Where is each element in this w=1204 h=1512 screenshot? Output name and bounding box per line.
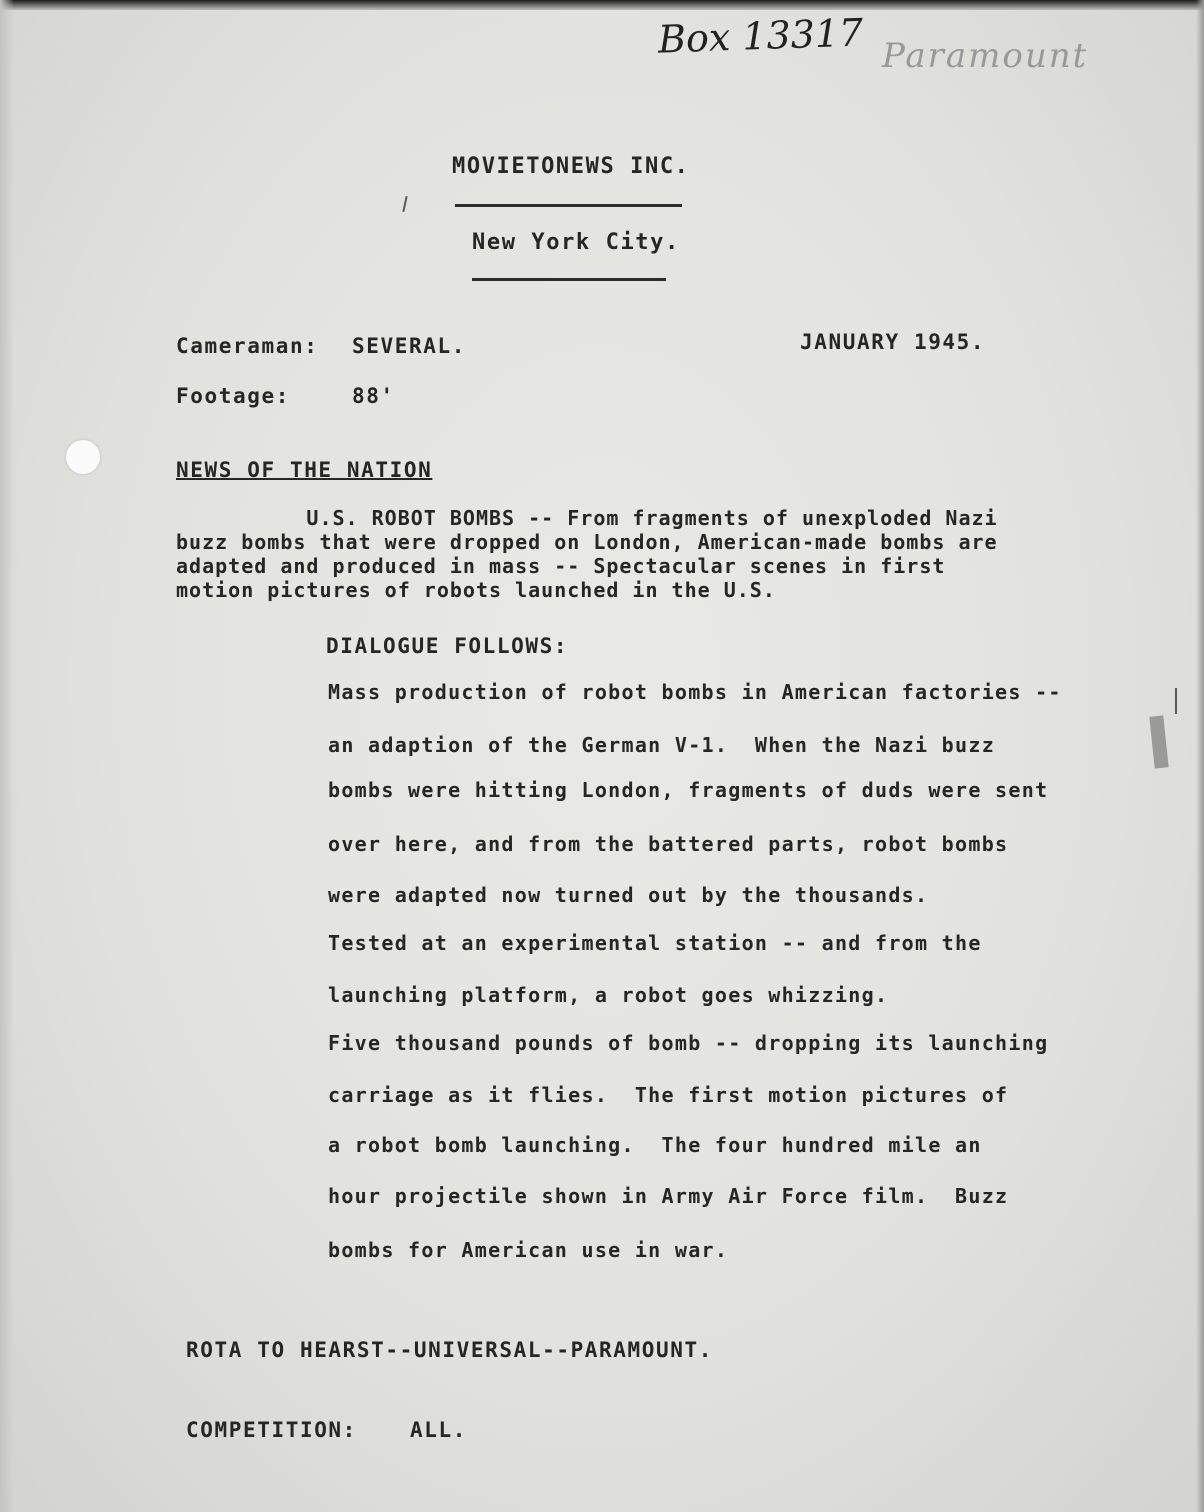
punch-hole	[66, 440, 100, 474]
title-rule	[455, 204, 682, 207]
dialogue-line: hour projectile shown in Army Air Force film. Buzz	[328, 1184, 1009, 1208]
release-date: JANUARY 1945.	[800, 330, 986, 354]
city-rule	[472, 278, 666, 281]
dialogue-line: over here, and from the battered parts, robot bombs	[328, 832, 1009, 856]
dialogue-line: Tested at an experimental station -- and from the	[328, 931, 982, 955]
dialogue-line: a robot bomb launching. The four hundred mile an	[328, 1133, 982, 1157]
city-line: New York City.	[472, 230, 680, 255]
margin-mark	[1175, 688, 1177, 714]
summary-line: buzz bombs that were dropped on London, American-made bombs are	[176, 530, 998, 554]
dialogue-line: launching platform, a robot goes whizzing.	[328, 983, 889, 1007]
cameraman-label: Cameraman:	[176, 334, 319, 358]
dialogue-line: an adaption of the German V-1. When the Nazi buzz	[328, 733, 996, 757]
pencil-tick	[402, 196, 407, 212]
summary-line: motion pictures of robots launched in the U.S.	[176, 578, 776, 602]
dialogue-line: carriage as it flies. The first motion pictures of	[328, 1083, 1009, 1107]
dialogue-line: bombs for American use in war.	[328, 1238, 729, 1262]
handwritten-box-number: Box 13317	[657, 10, 864, 62]
dialogue-line: Mass production of robot bombs in American factories --	[328, 680, 1062, 704]
rota-line: ROTA TO HEARST--UNIVERSAL--PARAMOUNT.	[186, 1338, 713, 1362]
margin-smudge	[1149, 715, 1168, 768]
dialogue-line: bombs were hitting London, fragments of duds were sent	[328, 778, 1049, 802]
competition-value: ALL.	[410, 1418, 467, 1442]
scan-left-edge	[0, 0, 14, 1512]
company-title: MOVIETONEWS INC.	[452, 154, 690, 179]
scan-right-edge	[1196, 0, 1204, 1512]
competition-label: COMPETITION:	[186, 1418, 357, 1442]
section-title: NEWS OF THE NATION	[176, 458, 433, 482]
dialogue-line: were adapted now turned out by the thousands.	[328, 883, 929, 907]
scan-top-edge	[0, 0, 1204, 10]
cameraman-value: SEVERAL.	[352, 334, 466, 358]
story-summary	[176, 506, 1136, 602]
footage-label: Footage:	[176, 384, 290, 408]
dialogue-line: Five thousand pounds of bomb -- dropping its launching	[328, 1031, 1049, 1055]
paramount-stamp: Paramount	[882, 36, 1089, 76]
summary-line: adapted and produced in mass -- Spectacular scenes in first	[176, 554, 946, 578]
summary-line: U.S. ROBOT BOMBS -- From fragments of unexploded Nazi	[176, 506, 998, 530]
dialogue-header: DIALOGUE FOLLOWS:	[326, 634, 569, 658]
footage-value: 88'	[352, 384, 395, 408]
